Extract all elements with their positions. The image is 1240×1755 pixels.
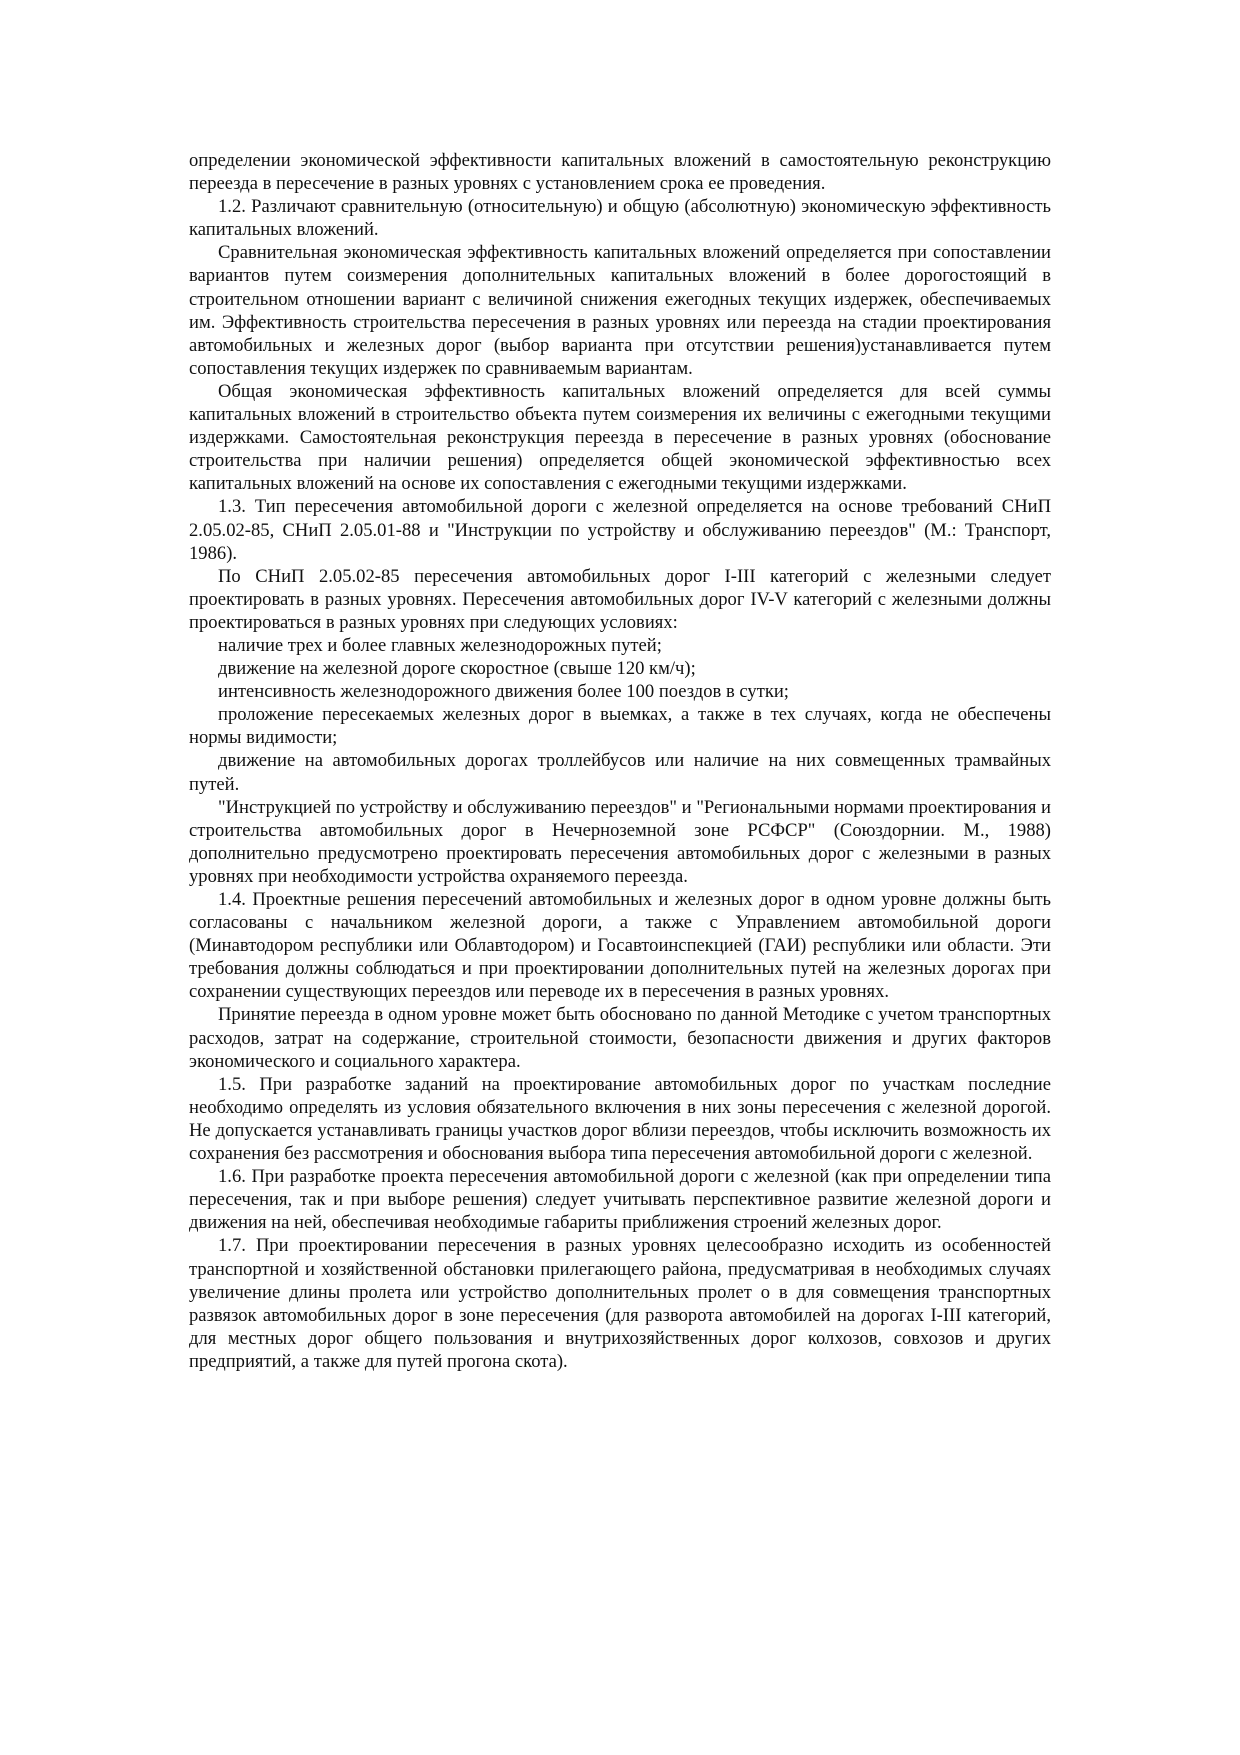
paragraph-1-7: 1.7. При проектировании пересечения в разных уровнях целесообразно исходить из особенностей транспортной и хозяйственной обстановки прилегающего района, предусматривая в необходимых случаях увеличение длины пролета или устройство дополнительных пролет о в для совмещения транспортных развязок автомобильных дорог в зоне пересечения (для разворота автомобилей на дорогах I-III категорий, для местных дорог общего пользования и внутрихозяйственных дорог колхозов, совхозов и других предприятий, а также для путей прогона скота). <box>189 1235 1051 1372</box>
paragraph-instruction-norms: "Инструкцией по устройству и обслуживанию переездов" и "Региональными нормами проектирования и строительства автомобильных дорог в Нечерноземной зоне РСФСР" (Союздорнии. М., 1988) дополнительно предусмотрено проектировать пересечения автомобильных дорог с железными в разных уровнях при необходимости устройства охраняемого переезда. <box>189 796 1051 887</box>
paragraph-1-5: 1.5. При разработке заданий на проектирование автомобильных дорог по участкам последние необходимо определять из условия обязательного включения в них зоны пересечения с железной дорогой. Не допускается устанавливать границы участков дорог вблизи переездов, чтобы исключить возможность их сохранения без рассмотрения и обоснования выбора типа пересечения автомобильной дороги с железной. <box>189 1073 1051 1165</box>
condition-item-trolleybus: движение на автомобильных дорогах троллейбусов или наличие на них совмещенных трамвайных путей. <box>189 750 1051 795</box>
condition-item-intensity: интенсивность железнодорожного движения более 100 поездов в сутки; <box>218 681 789 703</box>
paragraph-1-6: 1.6. При разработке проекта пересечения автомобильной дороги с железной (как при определении типа пересечения, так и при выборе решения) следует учитывать перспективное развитие железной дороги и движения на ней, обеспечивая необходимые габариты приближения строений железных дорог. <box>189 1166 1051 1234</box>
paragraph-general-efficiency: Общая экономическая эффективность капитальных вложений определяется для всей суммы капитальных вложений в строительство объекта путем соизмерения их величины с ежегодными текущими издержками. Самостоятельная реконструкция переезда в пересечение в разных уровнях (обоснование строительства при наличии решения) определяется общей экономической эффективностью всех капитальных вложений на основе их сопоставления с ежегодными текущими издержками. <box>189 380 1051 495</box>
paragraph-continuation: определении экономической эффективности капитальных вложений в самостоятельную реконструкцию переезда в пересечение в разных уровнях с установлением срока ее проведения. <box>189 150 1051 195</box>
paragraph-1-4: 1.4. Проектные решения пересечений автомобильных и железных дорог в одном уровне должны быть согласованы с начальником железной дороги, а также с Управлением автомобильной дороги (Минавтодором республики или Облавтодором) и Госавтоинспекцией (ГАИ) республики или области. Эти требования должны соблюдаться и при проектировании дополнительных путей на железных дорогах при сохранении существующих переездов или переводе их в пересечения в разных уровнях. <box>189 889 1051 1003</box>
condition-item-tracks: наличие трех и более главных железнодорожных путей; <box>218 634 662 656</box>
paragraph-comparative-efficiency: Сравнительная экономическая эффективность капитальных вложений определяется при сопоставлении вариантов путем соизмерения дополнительных капитальных вложений в более дорогостоящий в строительном отношении вариант с величиной снижения ежегодных текущих издержек, обеспечиваемых им. Эффективность строительства пересечения в разных уровнях или переезда на стадии проектирования автомобильных и железных дорог (выбор варианта при отсутствии решения)устанавливается путем сопоставления текущих издержек по сравниваемым вариантам. <box>189 242 1051 379</box>
paragraph-1-2: 1.2. Различают сравнительную (относительную) и общую (абсолютную) экономическую эффективность капитальных вложений. <box>189 196 1051 241</box>
paragraph-1-3: 1.3. Тип пересечения автомобильной дороги с железной определяется на основе требований СНиП 2.05.02-85, СНиП 2.05.01-88 и "Инструкции по устройству и обслуживанию переездов" (М.: Транспорт, 1986). <box>189 496 1051 564</box>
condition-item-speed: движение на железной дороге скоростное (свыше 120 км/ч); <box>218 658 696 680</box>
paragraph-snip-conditions: По СНиП 2.05.02-85 пересечения автомобильных дорог I-III категорий с железными следует проектировать в разных уровнях. Пересечения автомобильных дорог IV-V категорий с железными должны проектироваться в разных уровнях при следующих условиях: <box>189 565 1051 633</box>
document-body <box>189 149 1051 1373</box>
paragraph-crossing-acceptance: Принятие переезда в одном уровне может быть обосновано по данной Методике с учетом транспортных расходов, затрат на содержание, строительной стоимости, безопасности движения и других факторов экономического и социального характера. <box>189 1004 1051 1072</box>
condition-item-cuttings: проложение пересекаемых железных дорог в выемках, а также в тех случаях, когда не обеспечены нормы видимости; <box>189 704 1051 749</box>
